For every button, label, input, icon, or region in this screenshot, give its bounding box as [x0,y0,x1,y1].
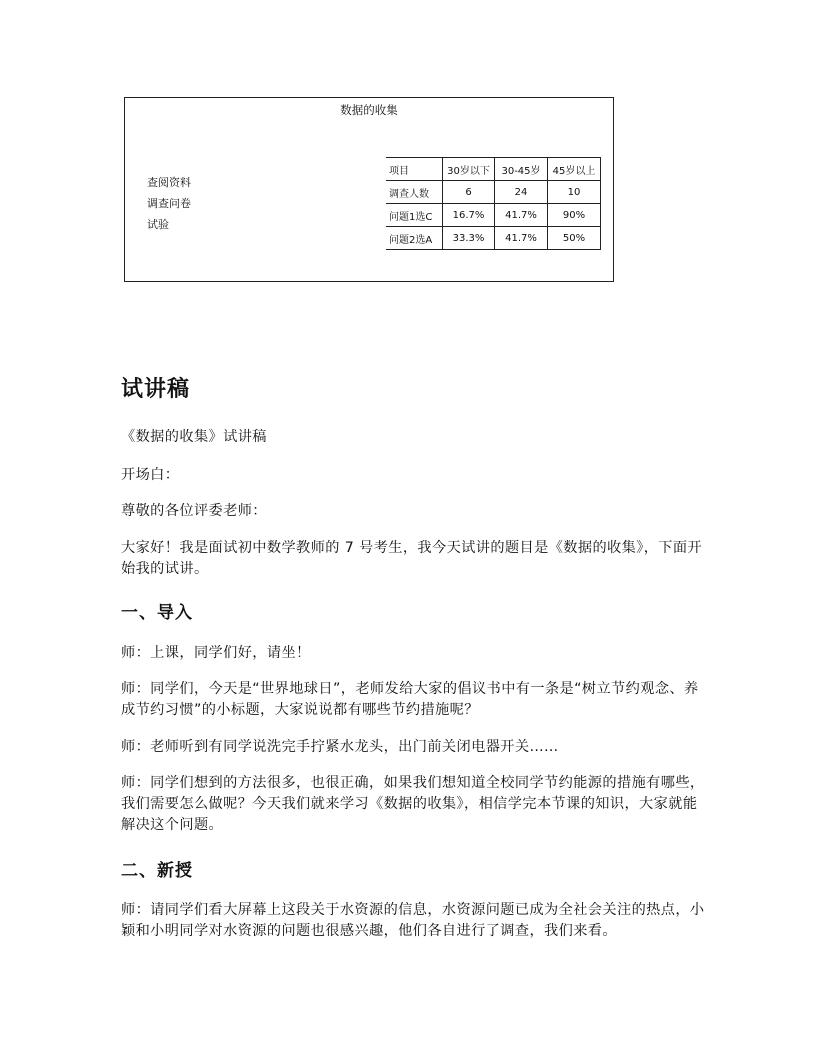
survey-table [386,157,601,250]
table-header-cell: 30-45岁 [495,158,548,181]
section-heading-intro: 一、导入 [121,603,193,623]
table-cell: 调查人数 [386,181,443,204]
table-cell: 50% [548,227,601,250]
table-header-row [386,158,601,181]
method-item: 试验 [147,218,169,231]
data-collection-figure [124,97,614,282]
collection-methods-list [147,172,191,235]
document-title: 试讲稿 [121,377,191,402]
section-heading-new-lesson: 二、新授 [121,861,193,881]
table-cell: 41.7% [495,227,548,250]
table-cell: 问题1选C [386,204,443,227]
method-item: 查阅资料 [147,176,191,189]
method-item: 调查问卷 [147,197,191,210]
table-header-cell: 45岁以上 [548,158,601,181]
greeting: 尊敬的各位评委老师： [121,503,267,519]
table-cell: 33.3% [443,227,495,250]
table-header-cell: 项目 [386,158,443,181]
table-row [386,204,601,227]
figure-title: 数据的收集 [340,103,398,117]
paragraph: 师：同学们想到的方法很多，也很正确，如果我们想知道全校同学节约能源的措施有哪些，我们需要怎么做呢？今天我们就来学习《数据的收集》，相信学完本节课的知识，大家就能解决这个问题。 [121,775,705,833]
table-cell: 41.7% [495,204,548,227]
table-cell: 90% [548,204,601,227]
paragraph: 师：请同学们看大屏幕上这段关于水资源的信息，水资源问题已成为全社会关注的热点，小颖和小明同学对水资源的问题也很感兴趣，他们各自进行了调查，我们来看。 [121,902,705,939]
paragraph: 师：同学们，今天是“世界地球日”，老师发给大家的倡议书中有一条是“树立节约观念、养成节约习惯”的小标题，大家说说都有哪些节约措施呢？ [121,681,699,718]
table-cell: 6 [443,181,495,204]
table-row [386,227,601,250]
table-cell: 问题2选A [386,227,443,250]
table-cell: 16.7% [443,204,495,227]
opening-label: 开场白： [121,467,180,483]
table-header-cell: 30岁以下 [443,158,495,181]
paragraph: 师：老师听到有同学说洗完手拧紧水龙头，出门前关闭电器开关…… [121,739,559,755]
table-cell: 10 [548,181,601,204]
lecture-subtitle: 《数据的收集》试讲稿 [121,429,267,445]
intro-paragraph: 大家好！我是面试初中数学教师的 7 号考生，我今天试讲的题目是《数据的收集》，下面开始我的试讲。 [121,540,703,577]
table-cell: 24 [495,181,548,204]
table-row [386,181,601,204]
paragraph: 师：上课，同学们好，请坐！ [121,645,311,661]
